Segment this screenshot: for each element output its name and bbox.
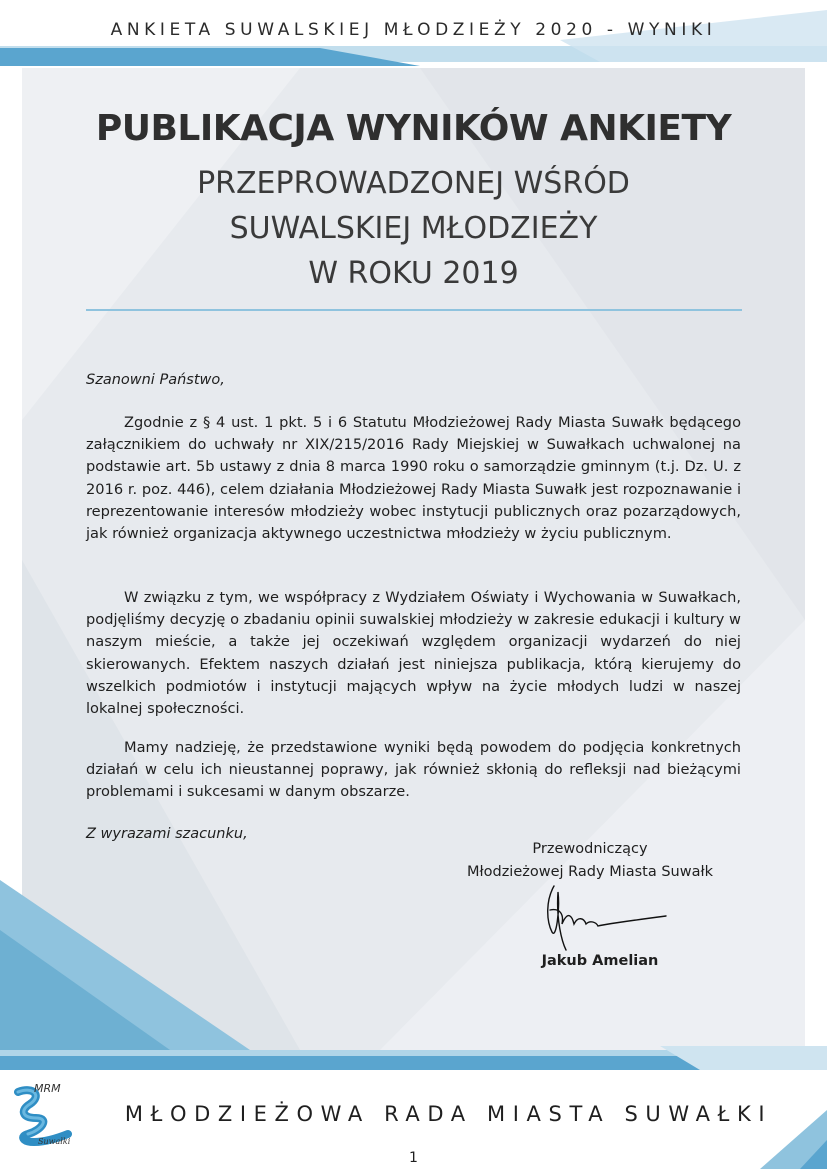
subtitle-line-1: PRZEPROWADZONEJ WŚRÓD [197,166,630,201]
paragraph-1: Zgodnie z § 4 ust. 1 pkt. 5 i 6 Statutu Młodzieżowej Rady Miasta Suwałk będącego załącznikiem do uchwały nr XIX/215/2016 Rady Miejskiej w Suwałkach uchwalonej na podstawie art. 5b ustawy z dnia 8 marca 1990 roku o samorządzie gminnym (t.j. Dz. U. z 2016 r. poz. 446), celem działania Młodzieżowej Rady Miasta Suwałk jest rozpoznawanie i reprezentowanie interesów młodzieży wobec instytucji publicznych oraz pozarządowych, jak również organizacja aktywnego uczestnictwa młodzieży w życiu publicznym. [86,414,741,543]
title-divider [86,309,742,311]
salutation: Szanowni Państwo, [86,372,225,388]
subtitle-line-3: W ROKU 2019 [308,256,519,291]
svg-text:Suwałki: Suwałki [38,1137,71,1146]
signature-icon [540,880,670,960]
paragraph-2: W związku z tym, we współpracy z Wydziałem Oświaty i Wychowania w Suwałkach, podjęliśmy decyzję o zbadaniu opinii suwalskiej młodzieży w zakresie edukacji i kultury w naszym mieście, a także jej oczekiwań względem organizacji wydarzeń do niej skierowanych. Efektem naszych działań jest niniejsza publikacja, którą kierujemy do wszelkich podmiotów i instytucji mających wpływ na życie młodych ludzi w naszej lokalnej społeczności. [86,589,741,718]
svg-text:MRM: MRM [34,1082,61,1095]
page-number: 1 [409,1150,418,1166]
paragraph-3: Mamy nadzieję, że przedstawione wyniki będą powodem do podjęcia konkretnych działań w celu ich nieustannej poprawy, jak również skłonią do refleksji nad bieżącymi problemami i sukcesami w danym obszarze. [86,739,741,801]
closing-line: Z wyrazami szacunku, [86,826,248,842]
header-title: ANKIETA SUWALSKIEJ MŁODZIEŻY 2020 - WYNIKI [110,20,717,40]
mrm-logo-icon [12,1078,74,1150]
subtitle-line-2: SUWALSKIEJ MŁODZIEŻY [229,211,598,246]
signatory-role-line-1: Przewodniczący [532,841,648,857]
page-title: PUBLIKACJA WYNIKÓW ANKIETY [95,108,732,149]
signatory-name: Jakub Amelian [541,953,659,969]
footer-title: MŁODZIEŻOWA RADA MIASTA SUWAŁKI [124,1102,773,1126]
signatory-role [440,838,740,884]
signatory-role-line-2: Młodzieżowej Rady Miasta Suwałk [466,864,714,880]
